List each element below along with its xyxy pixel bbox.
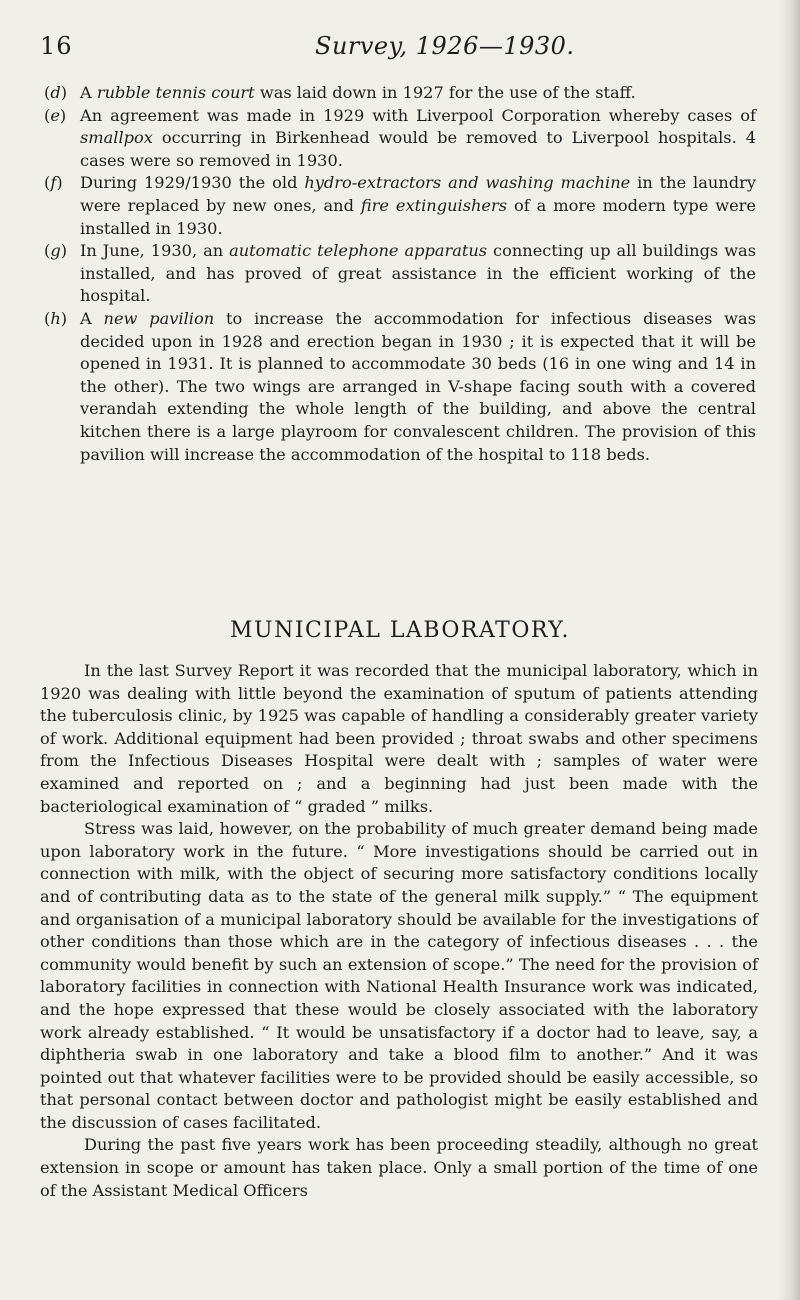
list-item-letter: d <box>50 83 61 102</box>
emphasis-text: smallpox <box>80 128 153 148</box>
list-item <box>44 240 756 308</box>
list-item-label: (e) <box>44 105 67 125</box>
body-paragraph-1: In the last Survey Report it was recorded that the municipal laboratory, which in 1920 was dealing with little beyond the examination of sputum of patients attending the tuberculosis clinic, by 1925 was capable of handling a considerably greater variety of work. Additional equipment had been provided ; throat swabs and other specimens from the Infectious Diseases Hospital were dealt with ; samples of water were examined and reported on ; and a beginning had just been made with the bacteriological examination of “ graded ” milks. <box>40 661 758 816</box>
text-run: A <box>80 308 104 328</box>
text-run: A <box>80 83 97 102</box>
body-paragraph-2: Stress was laid, however, on the probability of much greater demand being made upon laboratory work in the future. “ More investigations should be carried out in connection with milk, with the object of securing more satisfactory conditions locally and of contributing data as to the state of the general milk supply.” “ The equipment and organisation of a municipal laboratory should be available for the investigations of other conditions than those which are in the category of infectious diseases . . . the community would benefit by such an extension of scope.” The need for the provision of laboratory facilities in connection with National Health Insurance work was indicated, and the hope expressed that these would be closely associated with the laboratory work already established. “ It would be unsatisfactory if a doctor had to leave, say, a diphtheria swab in one laboratory and take a blood film to another.” And it was pointed out that whatever facilities were to be provided should be easily accessible, so that personal contact between doctor and pathologist might be easily established and the discussion of cases facilitated. <box>40 819 758 1132</box>
list-item-text <box>80 105 756 173</box>
text-run: connecting up all buildings was installed, and has proved of great assistance in the efficient working of the hospital. <box>80 241 757 306</box>
text-run: occurring in Birkenhead would be removed to Liverpool hospitals. 4 cases were so removed in 1930. <box>80 128 756 170</box>
emphasis-text: rubble tennis court <box>96 83 255 102</box>
emphasis-text: fire extinguishers <box>360 195 508 215</box>
list-item-label: (d) <box>44 83 68 102</box>
list-item-letter: h <box>50 308 61 328</box>
text-run: During 1929/1930 the old <box>80 173 305 193</box>
list-item-text <box>80 308 756 466</box>
emphasis-text: automatic telephone apparatus <box>229 241 488 261</box>
list-item-text <box>80 82 756 105</box>
list-item-letter: g <box>50 241 61 261</box>
text-run: An agreement was made in 1929 with Liverpool Corporation whereby cases of <box>80 105 756 125</box>
list-item-text <box>80 240 756 308</box>
text-run: In June, 1930, an <box>80 241 230 261</box>
text-run: of a more modern type were installed in 1930. <box>80 195 756 238</box>
list-item-letter: e <box>50 105 60 125</box>
text-run: was laid down in 1927 for the use of the staff. <box>254 83 636 102</box>
page-header <box>40 32 760 68</box>
section-heading: MUNICIPAL LABORATORY. <box>230 618 570 643</box>
list-item <box>44 308 756 466</box>
text-run: in the laundry were replaced by new ones, and <box>80 173 756 215</box>
page-number: 16 <box>40 32 73 60</box>
emphasis-text: new pavilion <box>103 308 215 328</box>
running-head: Survey, 1926—1930. <box>315 32 575 60</box>
list-item-text <box>80 172 756 240</box>
body-paragraph-3: During the past five years work has been proceeding steadily, although no great extension in scope or amount has taken place. Only a small portion of the time of one of the Assistant Medical Officers <box>40 1135 758 1200</box>
emphasis-text: hydro-extractors and washing machine <box>304 173 631 193</box>
enumerated-list <box>44 82 756 466</box>
section-body <box>40 660 758 1202</box>
list-item-label: (h) <box>44 308 68 328</box>
page-edge-shadow <box>778 0 800 1300</box>
list-item <box>44 82 756 105</box>
text-run: to increase the accommodation for infectious diseases was decided upon in 1928 and erection began in 1930 ; it is expected that it will be opened in 1931. It is planned to accommodate 30 beds (16 in one wing and 14 in the other). The two wings are arranged in V-shape facing south with a covered verandah extending the whole length of the building, and above the central kitchen there is a large playroom for convalescent children. The provision of this pavilion will increase the accommodation of the hospital to 118 beds. <box>80 308 756 464</box>
list-item <box>44 105 756 173</box>
list-item-letter: f <box>50 173 57 193</box>
list-item-label: (f) <box>44 173 63 193</box>
list-item <box>44 172 756 240</box>
list-item-label: (g) <box>44 241 68 261</box>
